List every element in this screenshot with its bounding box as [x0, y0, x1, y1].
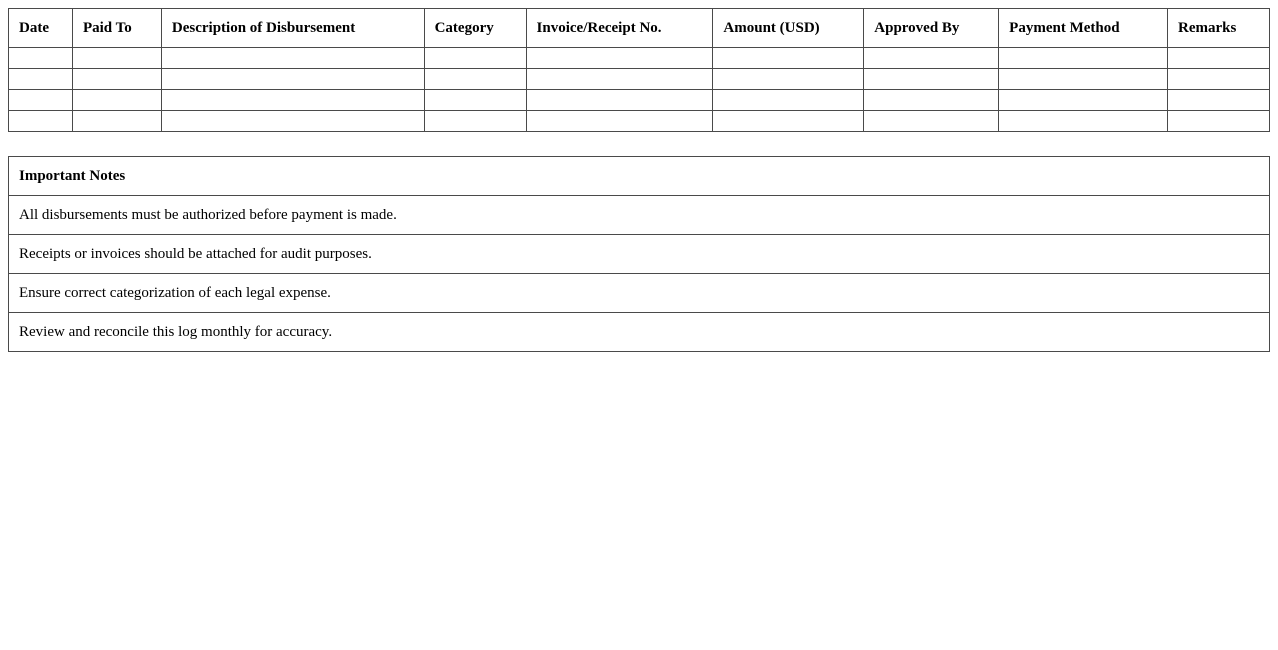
- column-header-remarks: Remarks: [1168, 9, 1270, 48]
- column-header-amount: Amount (USD): [713, 9, 864, 48]
- table-cell-approved-by[interactable]: [864, 111, 999, 132]
- table-cell-remarks[interactable]: [1168, 111, 1270, 132]
- table-cell-amount[interactable]: [713, 90, 864, 111]
- list-item: [9, 313, 1270, 352]
- important-notes-table: [8, 156, 1270, 352]
- table-cell-payment-method[interactable]: [999, 48, 1168, 69]
- list-item: [9, 196, 1270, 235]
- table-cell-approved-by[interactable]: [864, 90, 999, 111]
- table-cell-date[interactable]: [9, 111, 73, 132]
- table-cell-category[interactable]: [424, 90, 526, 111]
- table-cell-date[interactable]: [9, 48, 73, 69]
- table-cell-category[interactable]: [424, 111, 526, 132]
- note-text: Ensure correct categorization of each legal expense.: [9, 274, 1270, 313]
- table-row: [9, 90, 1270, 111]
- table-cell-paid-to[interactable]: [72, 69, 161, 90]
- column-header-date: Date: [9, 9, 73, 48]
- table-row: [9, 48, 1270, 69]
- table-cell-invoice-receipt-no[interactable]: [526, 69, 713, 90]
- table-cell-paid-to[interactable]: [72, 48, 161, 69]
- table-cell-description[interactable]: [161, 69, 424, 90]
- table-cell-paid-to[interactable]: [72, 90, 161, 111]
- column-header-approved-by: Approved By: [864, 9, 999, 48]
- table-cell-category[interactable]: [424, 69, 526, 90]
- table-cell-remarks[interactable]: [1168, 69, 1270, 90]
- table-cell-category[interactable]: [424, 48, 526, 69]
- notes-title: Important Notes: [9, 157, 1270, 196]
- table-row: [9, 69, 1270, 90]
- table-cell-description[interactable]: [161, 90, 424, 111]
- table-cell-remarks[interactable]: [1168, 90, 1270, 111]
- table-header-row: [9, 9, 1270, 48]
- table-cell-date[interactable]: [9, 69, 73, 90]
- table-cell-invoice-receipt-no[interactable]: [526, 111, 713, 132]
- note-text: Receipts or invoices should be attached for audit purposes.: [9, 235, 1270, 274]
- disbursement-log-table: [8, 8, 1270, 132]
- table-cell-invoice-receipt-no[interactable]: [526, 90, 713, 111]
- list-item: [9, 235, 1270, 274]
- table-cell-invoice-receipt-no[interactable]: [526, 48, 713, 69]
- note-text: All disbursements must be authorized before payment is made.: [9, 196, 1270, 235]
- note-text: Review and reconcile this log monthly for accuracy.: [9, 313, 1270, 352]
- table-cell-amount[interactable]: [713, 48, 864, 69]
- table-cell-amount[interactable]: [713, 111, 864, 132]
- table-cell-paid-to[interactable]: [72, 111, 161, 132]
- column-header-paid-to: Paid To: [72, 9, 161, 48]
- table-cell-amount[interactable]: [713, 69, 864, 90]
- table-cell-payment-method[interactable]: [999, 111, 1168, 132]
- column-header-category: Category: [424, 9, 526, 48]
- table-cell-description[interactable]: [161, 111, 424, 132]
- table-cell-description[interactable]: [161, 48, 424, 69]
- column-header-invoice-receipt-no: Invoice/Receipt No.: [526, 9, 713, 48]
- column-header-payment-method: Payment Method: [999, 9, 1168, 48]
- list-item: [9, 274, 1270, 313]
- table-row: [9, 111, 1270, 132]
- table-cell-approved-by[interactable]: [864, 69, 999, 90]
- table-cell-remarks[interactable]: [1168, 48, 1270, 69]
- notes-title-row: [9, 157, 1270, 196]
- table-cell-approved-by[interactable]: [864, 48, 999, 69]
- table-cell-payment-method[interactable]: [999, 90, 1168, 111]
- table-cell-date[interactable]: [9, 90, 73, 111]
- column-header-description: Description of Disbursement: [161, 9, 424, 48]
- table-cell-payment-method[interactable]: [999, 69, 1168, 90]
